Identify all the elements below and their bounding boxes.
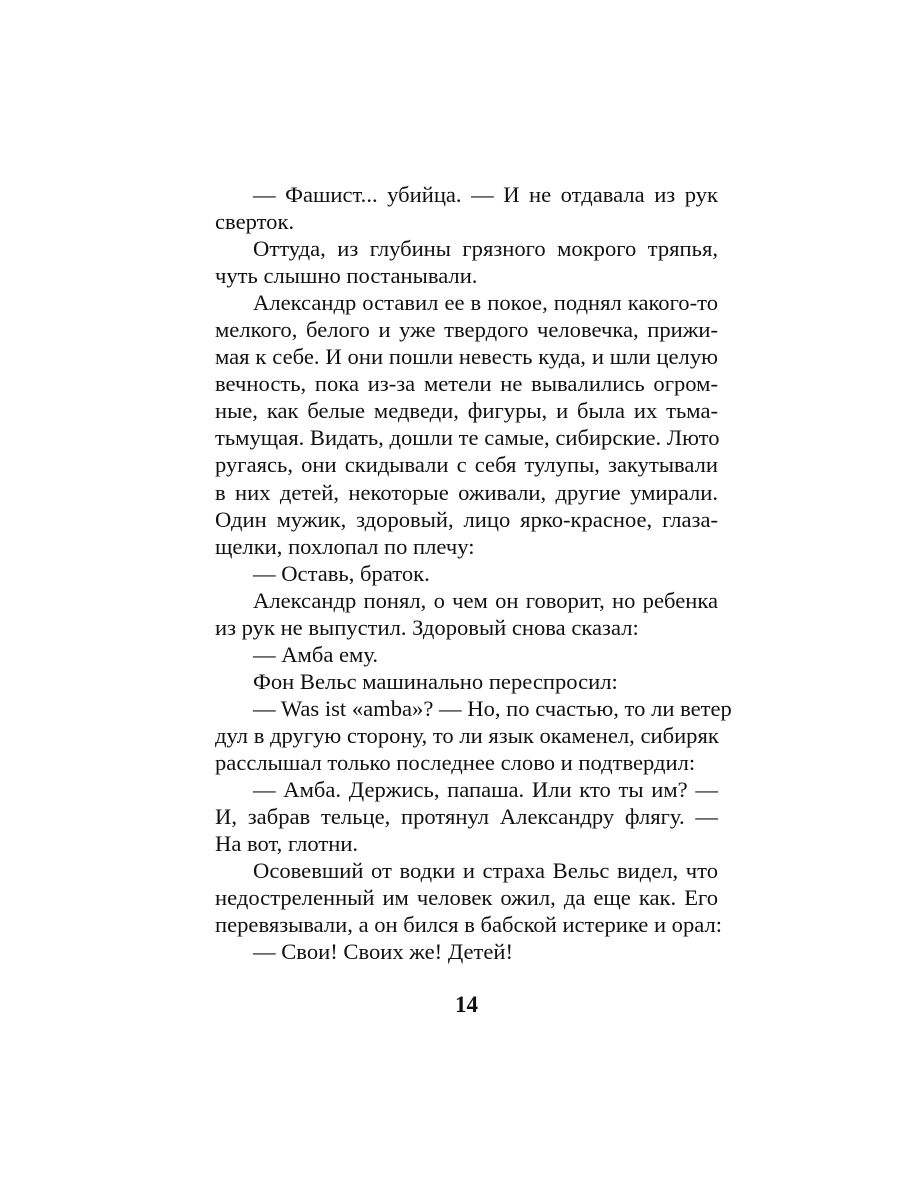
text-line: — Оставь, браток.: [253, 560, 430, 586]
text-line: из рук не выпустил. Здоровый снова сказал:: [215, 614, 639, 640]
text-line: — Амба. Держись, папаша. Или кто ты им? —: [253, 777, 718, 803]
text-line: расслышал только последнее слово и подтвердил:: [215, 749, 696, 775]
text-line: недостреленный им человек ожил, да еще как. Его: [215, 885, 718, 911]
text-line: сверток.: [215, 209, 295, 235]
text-line: Осовевший от водки и страха Вельс видел, что: [253, 858, 718, 884]
text-line: ругаясь, они скидывали с себя тулупы, закутывали: [215, 452, 718, 478]
text-line: Оттуда, из глубины грязного мокрого тряпья,: [253, 236, 718, 262]
text-line: тьмущая. Видать, дошли те самые, сибирские. Люто: [215, 425, 720, 451]
text-line: — Свои! Своих же! Детей!: [253, 939, 514, 965]
paragraph: [215, 181, 718, 235]
text-line: Фон Вельс машинально переспросил:: [253, 668, 618, 694]
page-number: 14: [455, 992, 478, 1017]
paragraph: [215, 587, 718, 641]
paragraph: [215, 857, 723, 938]
text-line: И, забрав тельце, протянул Александру флягу. —: [215, 804, 718, 830]
text-line: вечность, пока из-за метели не вывалились огром-: [215, 371, 718, 397]
text-line: — Амба ему.: [253, 641, 379, 667]
text-line: в них детей, некоторые оживали, другие умирали.: [215, 479, 718, 505]
text-line: — Фашист... убийца. — И не отдавала из рук: [253, 182, 718, 207]
text-line: щелки, похлопал по плечу:: [215, 533, 475, 559]
paragraph: [215, 289, 718, 559]
text-line: мая к себе. И они пошли невесть куда, и шли целую: [215, 344, 718, 370]
text-line: мелкого, белого и уже твердого человечка, прижи-: [215, 317, 718, 343]
paragraph: [215, 938, 718, 965]
paragraph: [215, 235, 718, 289]
text-line: дул в другую сторону, то ли язык окаменел, сибиряк: [215, 722, 719, 748]
body-text: [215, 181, 732, 965]
text-line: — Was ist «amba»? — Но, по счастью, то ли ветер: [253, 695, 732, 721]
text-line: Александр оставил ее в покое, поднял какого-то: [253, 290, 718, 316]
paragraph: [215, 668, 718, 695]
text-line: перевязывали, а он бился в бабской истерике и орал:: [215, 912, 723, 938]
paragraph: [215, 776, 718, 857]
text-line: Александр понял, о чем он говорит, но ребенка: [253, 587, 718, 613]
paragraph: [215, 695, 732, 776]
paragraph: [215, 560, 718, 587]
paragraph: [215, 641, 718, 668]
text-line: чуть слышно постанывали.: [215, 263, 478, 289]
text-line: Один мужик, здоровый, лицо ярко-красное, глаза-: [215, 506, 718, 532]
text-line: ные, как белые медведи, фигуры, и была их тьма-: [215, 398, 718, 424]
text-line: На вот, глотни.: [215, 831, 359, 857]
